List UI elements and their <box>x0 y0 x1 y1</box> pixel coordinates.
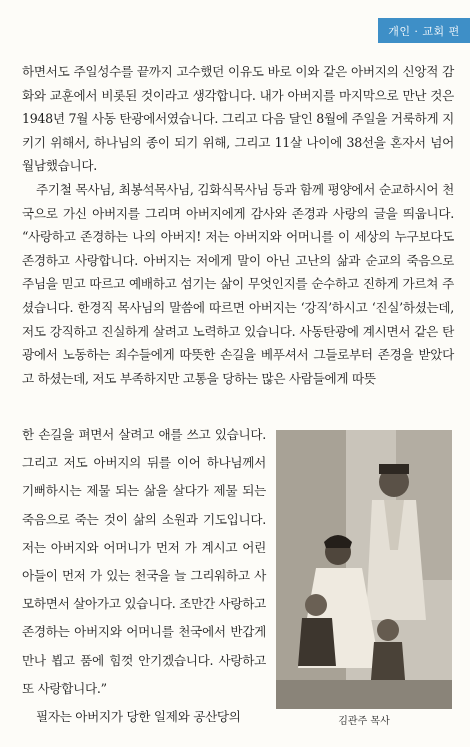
family-photo <box>276 430 452 709</box>
paragraph-4: 필자는 아버지가 당한 일제와 공산당의 <box>36 709 241 725</box>
photo-caption: 김관주 목사 <box>338 716 390 727</box>
main-text <box>22 60 454 390</box>
lower-text-column <box>22 421 266 731</box>
paragraph-2: 주기철 목사님, 최봉석목사님, 김화식목사님 등과 함께 평양에서 순교하시어 천국으로 가신 아버지를 그리며 아버지에게 감사와 존경과 사랑의 글을 띄웁니다. “사랑하고 존경하는 나의 아버지! 저는 아버지와 어머니를 이 세상의 누구보다도 존경하고 사랑합니다. 아버지는 저에게 말이 아닌 고난의 삶과 순교의 죽음으로 주님을 믿고 따르고 예배하고 섬기는 삶이 무엇인지를 순수하고 진하게 가르쳐 주셨습니다. 한경직 목사님의 말씀에 따르면 아버지는 ‘강직’하시고 ‘진실’하셨는데, 저도 강직하고 진실하게 살려고 노력하고 있습니다. 사동탄광에 계시면서 같은 탄광에서 노동하는 죄수들에게 따뜻한 손길을 베푸셔서 그들로부터 존경을 받았다고 하셨는데, 저도 부족하지만 고통을 당하는 많은 사람들에게 따뜻 <box>22 181 454 386</box>
paragraph-3: 한 손길을 펴면서 살려고 애를 쓰고 있습니다. 그리고 저도 아버지의 뒤를 이어 하나님께서 기뻐하시는 제물 되는 삶을 살다가 제물 되는 죽음으로 죽는 것이 삶의 소원과 기도입니다. 저는 아버지와 어머니가 먼저 가 계시고 어린 아들이 먼저 가 있는 천국을 늘 그리워하고 사모하면서 살아가고 있습니다. 조만간 사랑하고 존경하는 아버지와 어머니를 천국에서 반갑게 만나 뵙고 품에 힘껏 안기겠습니다. 사랑하고 또 사랑합니다.” <box>22 427 266 696</box>
paragraph-1: 하면서도 주일성수를 끝까지 고수했던 이유도 바로 이와 같은 아버지의 신앙적 감화와 교훈에서 비롯된 것이라고 생각합니다. 내가 아버지를 마지막으로 만난 것은 1948년 7월 사동 탄광에서였습니다. 그리고 다음 달인 8월에 주일을 거룩하게 지키기 위해서, 하나님의 종이 되기 위해, 그리고 11살 나이에 38선을 혼자서 넘어 월남했습니다. <box>22 64 454 174</box>
section-tab: 개인 · 교회 편 <box>378 18 470 43</box>
family-photo-illustration <box>276 430 452 709</box>
